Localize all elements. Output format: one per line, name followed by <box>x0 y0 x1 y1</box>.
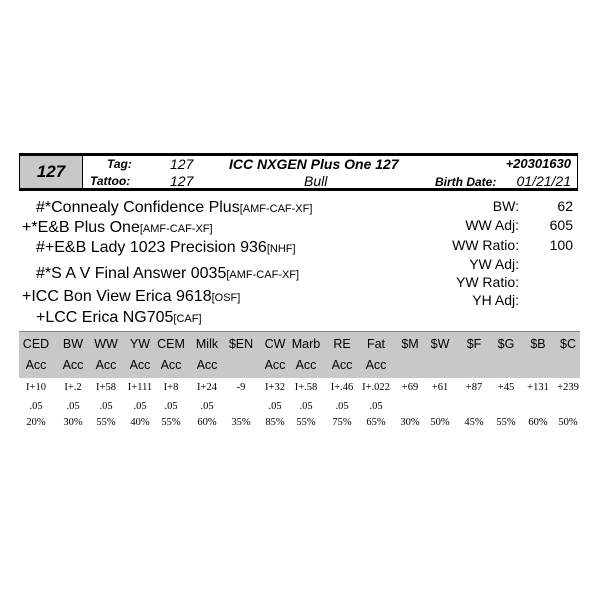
epd-value-milk: I+24 <box>197 382 217 393</box>
summary-ww-ratio-value: 100 <box>549 237 573 253</box>
epd-value-cem: I+8 <box>163 382 179 393</box>
epd-value-en: -9 <box>236 382 246 393</box>
percentile-g: 55% <box>496 417 516 428</box>
epd-header-en: $EN <box>228 337 254 351</box>
epd-header-f: $F <box>466 337 482 351</box>
epd-header-cem: CEM <box>157 337 185 351</box>
epd-header-w: $W <box>430 337 450 351</box>
epd-header-fat: Fat <box>366 337 386 351</box>
acc-header-ww: Acc <box>95 358 117 372</box>
percentile-c: 50% <box>558 417 578 428</box>
epd-value-marb: I+.58 <box>294 382 318 393</box>
percentile-cem: 55% <box>161 417 181 428</box>
percentile-milk: 60% <box>197 417 217 428</box>
epd-value-yw: I+111 <box>127 382 153 393</box>
acc-value-ww: .05 <box>99 401 113 412</box>
summary-yh-adj-label: YH Adj: <box>472 292 519 308</box>
acc-value-bw: .05 <box>66 401 80 412</box>
epd-header-m: $M <box>401 337 419 351</box>
acc-value-ced: .05 <box>29 401 43 412</box>
epd-value-f: +87 <box>465 382 483 393</box>
acc-header-cem: Acc <box>160 358 182 372</box>
acc-header-milk: Acc <box>196 358 218 372</box>
epd-value-ced: I+10 <box>26 382 46 393</box>
pedigree-sire: +*E&B Plus One[AMF-CAF-XF] <box>22 219 213 236</box>
epd-value-w: +61 <box>431 382 449 393</box>
epd-header-ww: WW <box>94 337 118 351</box>
tattoo-label: Tattoo: <box>90 174 131 188</box>
percentile-re: 75% <box>332 417 352 428</box>
percentile-ww: 55% <box>96 417 116 428</box>
acc-header-cw: Acc <box>264 358 286 372</box>
percentile-f: 45% <box>464 417 484 428</box>
tattoo-value: 127 <box>170 173 194 189</box>
percentile-cw: 85% <box>265 417 285 428</box>
animal-name: ICC NXGEN Plus One 127 <box>229 156 399 172</box>
acc-value-marb: .05 <box>299 401 313 412</box>
epd-value-m: +69 <box>401 382 419 393</box>
acc-header-fat: Acc <box>365 358 387 372</box>
acc-header-bw: Acc <box>62 358 84 372</box>
summary-bw-label: BW: <box>492 198 519 214</box>
tag-label: Tag: <box>107 157 132 171</box>
card-header <box>19 153 578 191</box>
acc-value-re: .05 <box>335 401 349 412</box>
percentile-fat: 65% <box>366 417 386 428</box>
epd-header-c: $C <box>560 337 576 351</box>
epd-header-g: $G <box>497 337 515 351</box>
acc-header-marb: Acc <box>295 358 317 372</box>
pedigree-sire-dam: #+E&B Lady 1023 Precision 936[NHF] <box>36 239 296 256</box>
epd-header-bw: BW <box>62 337 84 351</box>
epd-header-b: $B <box>530 337 546 351</box>
epd-header-cw: CW <box>264 337 286 351</box>
percentile-ced: 20% <box>26 417 46 428</box>
animal-sex: Bull <box>304 173 328 189</box>
epd-header-marb: Marb <box>291 337 321 351</box>
epd-value-b: +131 <box>527 382 549 393</box>
epd-header-re: RE <box>333 337 351 351</box>
percentile-w: 50% <box>430 417 450 428</box>
acc-value-cw: .05 <box>268 401 282 412</box>
pedigree-dam: +ICC Bon View Erica 9618[OSF] <box>22 288 241 305</box>
epd-header-ced: CED <box>22 337 50 351</box>
summary-ww-ratio-label: WW Ratio: <box>452 237 519 253</box>
acc-value-milk: .05 <box>200 401 214 412</box>
birth-date: 01/21/21 <box>516 173 571 189</box>
epd-header-yw: YW <box>129 337 151 351</box>
birth-date-label: Birth Date: <box>435 175 497 189</box>
acc-value-cem: .05 <box>164 401 178 412</box>
tag-value: 127 <box>170 156 194 172</box>
pedigree-dam-sire: #*S A V Final Answer 0035[AMF-CAF-XF] <box>36 265 300 282</box>
percentile-marb: 55% <box>296 417 316 428</box>
summary-ww-adj-label: WW Adj: <box>465 217 519 233</box>
acc-header-ced: Acc <box>25 358 47 372</box>
pedigree-sire-sire: #*Connealy Confidence Plus[AMF-CAF-XF] <box>36 199 313 216</box>
percentile-yw: 40% <box>130 417 150 428</box>
epd-header-milk: Milk <box>195 337 219 351</box>
epd-value-fat: I+.022 <box>362 382 390 393</box>
summary-ww-adj-value: 605 <box>549 217 573 233</box>
percentile-bw: 30% <box>63 417 83 428</box>
lot-number: 127 <box>20 156 83 188</box>
epd-value-ww: I+58 <box>96 382 116 393</box>
epd-value-cw: I+32 <box>265 382 285 393</box>
acc-value-yw: .05 <box>133 401 147 412</box>
percentile-b: 60% <box>528 417 548 428</box>
percentile-en: 35% <box>231 417 251 428</box>
epd-value-g: +45 <box>497 382 515 393</box>
acc-header-yw: Acc <box>129 358 151 372</box>
summary-bw-value: 62 <box>557 198 573 214</box>
epd-value-bw: I+.2 <box>64 382 82 393</box>
acc-header-re: Acc <box>331 358 353 372</box>
summary-yw-adj-label: YW Adj: <box>469 256 519 272</box>
registration-number: +20301630 <box>505 156 571 171</box>
animal-card <box>19 153 580 433</box>
percentile-m: 30% <box>400 417 420 428</box>
epd-value-re: I+.46 <box>330 382 354 393</box>
summary-yw-ratio-label: YW Ratio: <box>455 274 519 290</box>
epd-value-c: +239 <box>557 382 579 393</box>
pedigree-dam-dam: +LCC Erica NG705[CAF] <box>36 309 202 326</box>
acc-value-fat: .05 <box>369 401 383 412</box>
